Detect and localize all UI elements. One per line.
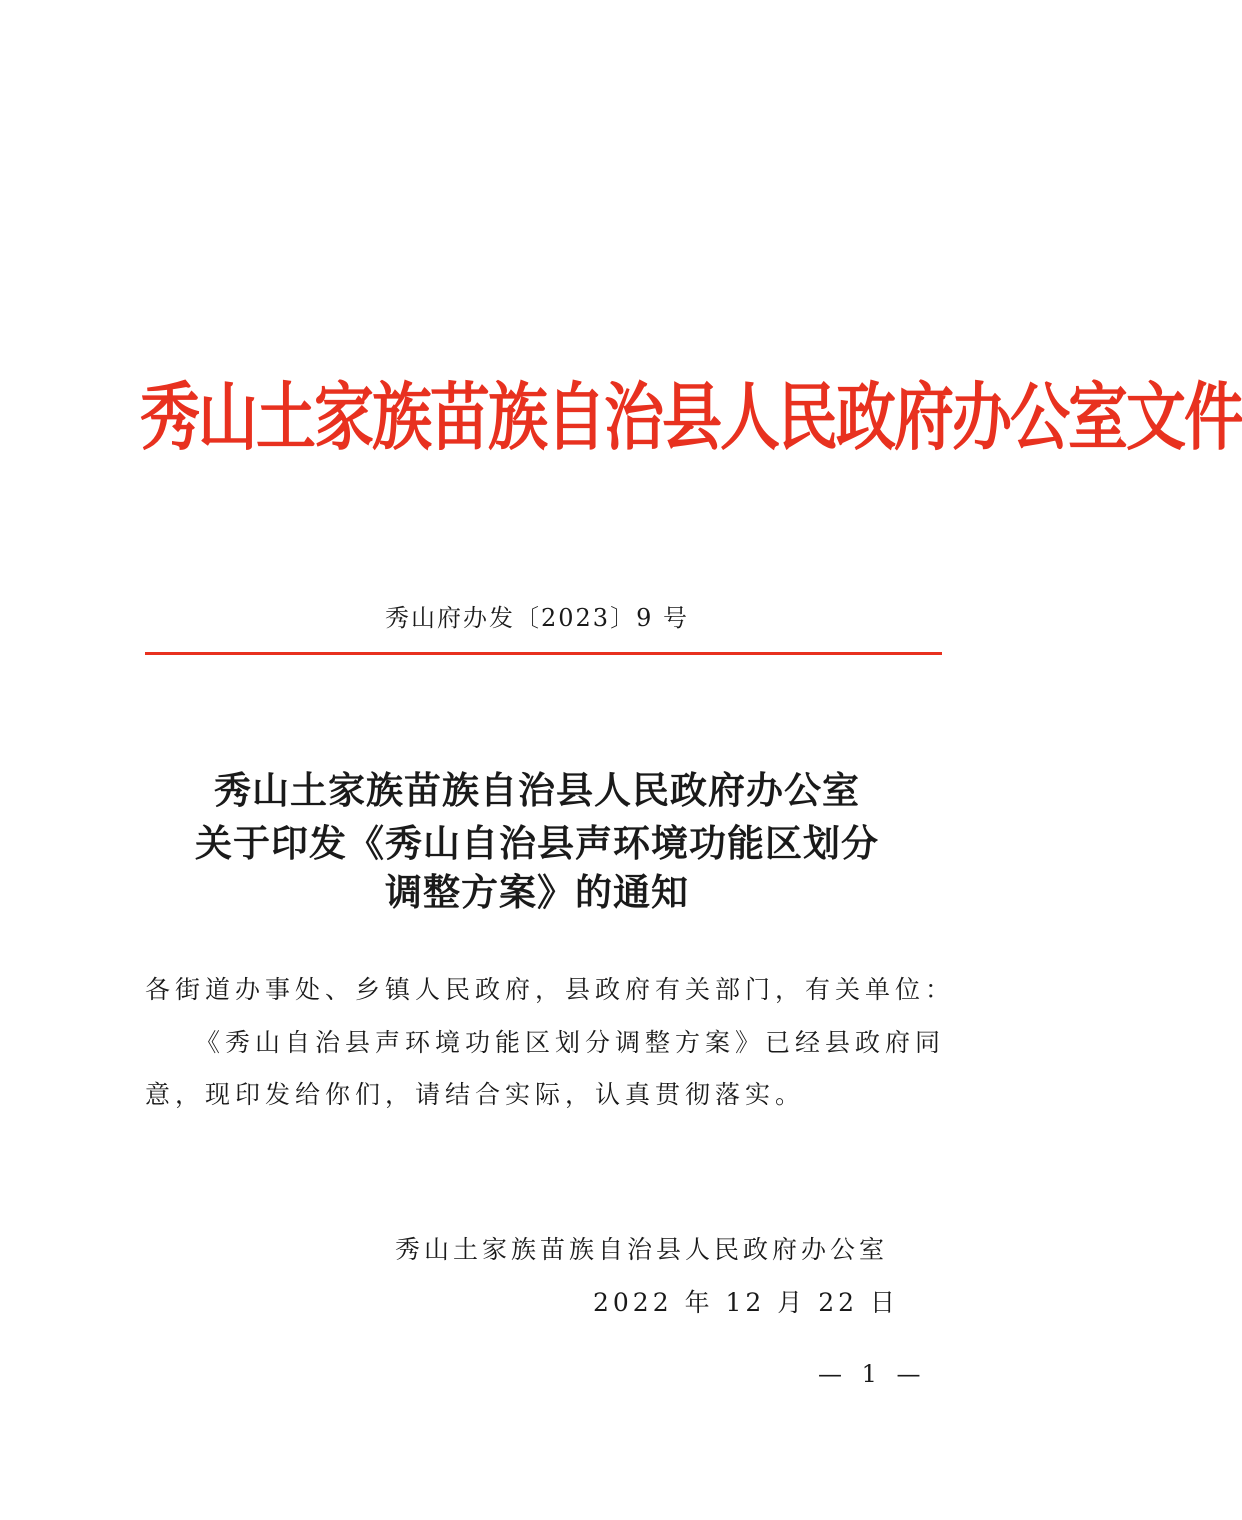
signature-issuer: 秀山土家族苗族自治县人民政府办公室 bbox=[395, 1235, 889, 1264]
page-number: — 1 — bbox=[818, 1360, 927, 1388]
body-paragraph-line-2: 意，现印发给你们，请结合实际，认真贯彻落实。 bbox=[145, 1080, 806, 1109]
signature-date: 2022 年 12 月 22 日 bbox=[593, 1288, 899, 1317]
title-line-2: 关于印发《秀山自治县声环境功能区划分 bbox=[195, 821, 879, 865]
red-divider-line bbox=[145, 652, 942, 655]
title-line-3: 调整方案》的通知 bbox=[385, 870, 689, 914]
document-red-header: 秀山土家族苗族自治县人民政府办公室文件 bbox=[140, 375, 1242, 461]
body-paragraph-line-1: 《秀山自治县声环境功能区划分调整方案》已经县政府同 bbox=[195, 1028, 946, 1057]
document-number: 秀山府办发〔2023〕9 号 bbox=[385, 604, 689, 632]
title-line-1: 秀山土家族苗族自治县人民政府办公室 bbox=[214, 768, 860, 812]
salutation: 各街道办事处、乡镇人民政府，县政府有关部门，有关单位： bbox=[145, 975, 956, 1004]
